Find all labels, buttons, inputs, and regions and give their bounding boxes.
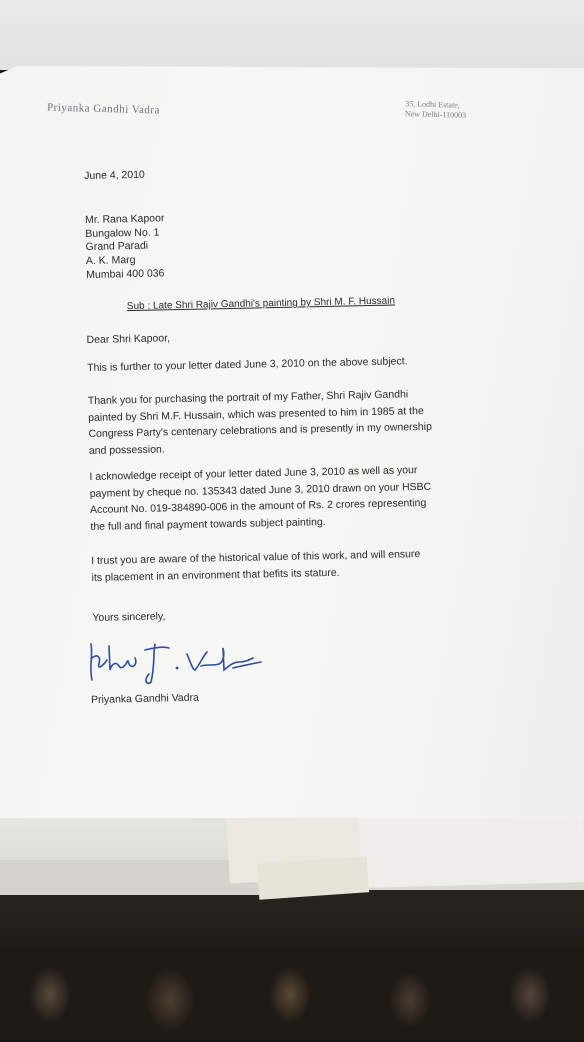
paragraph-2 [88, 386, 433, 459]
paragraph-line: painted by Shri M.F. Hussain, which was presented to him in 1985 at the [88, 404, 424, 424]
recipient-line: Mr. Rana Kapoor [84, 212, 165, 227]
paragraph-line: the full and final payment towards subject painting. [90, 515, 326, 533]
paragraph-line: I acknowledge receipt of your letter dated June 3, 2010 as well as your [89, 464, 418, 483]
paragraph-line: I trust you are aware of the historical value of this work, and will ensure [91, 548, 421, 567]
recipient-line: Bungalow No. 1 [85, 226, 160, 240]
handwritten-signature [83, 636, 273, 686]
paragraph-3 [89, 462, 432, 535]
recipient-line: Mumbai 400 036 [86, 267, 165, 281]
recipient-address [85, 212, 166, 282]
paragraph-line: payment by cheque no. 135343 dated June 3, 2010 drawn on your HSBC [89, 480, 432, 500]
recipient-line: A. K. Marg [85, 254, 136, 268]
paragraph-line: This is further to your letter dated June 3, 2010 on the above subject. [87, 355, 408, 374]
paragraph-line: its placement in an environment that befits its stature. [91, 566, 340, 584]
paragraph-line: Congress Party's centenary celebrations and is presently in my ownership [88, 420, 433, 440]
closing: Yours sincerely, [92, 610, 166, 624]
paragraph-4 [91, 546, 421, 586]
recipient-line: Grand Paradi [85, 240, 149, 254]
paragraph-line: Thank you for purchasing the portrait of my Father, Shri Rajiv Gandhi [87, 388, 409, 407]
paragraph-line: Account No. 019-384890-006 in the amount of Rs. 2 crores representing [89, 496, 427, 516]
paragraph-1 [87, 353, 408, 376]
signatory-name: Priyanka Gandhi Vadra [90, 691, 199, 706]
paragraph-line: and possession. [88, 442, 165, 457]
letter-date: June 4, 2010 [84, 168, 145, 183]
letterhead-address-line: New Delhi-110003 [404, 109, 467, 120]
letterhead-address-line: 35, Lodhi Estate, [405, 99, 460, 110]
letterhead-name: Priyanka Gandhi Vadra [46, 101, 161, 117]
subject-line: Sub : Late Shri Rajiv Gandhi's painting by Shri M. F. Hussain [126, 295, 396, 313]
salutation: Dear Shri Kapoor, [86, 332, 171, 347]
